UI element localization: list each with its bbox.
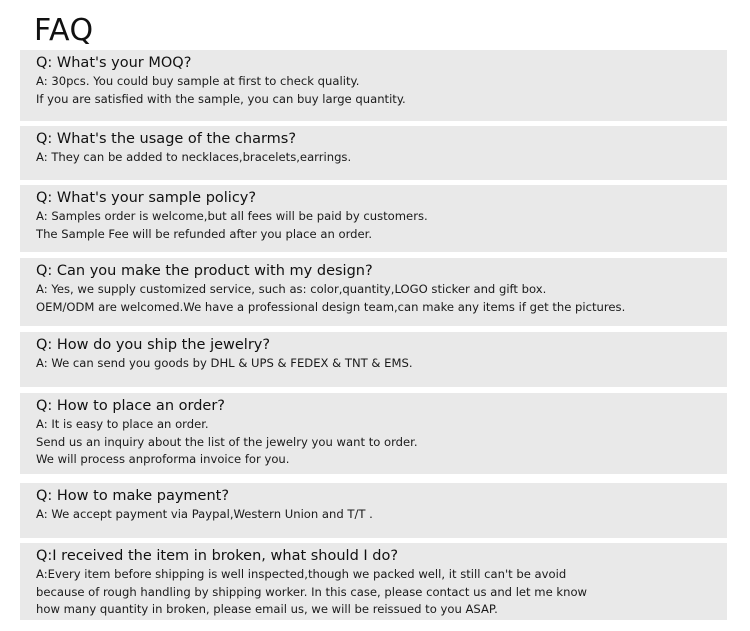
faq-answer-line: A: Yes, we supply customized service, such as: color,quantity,LOGO sticker and gift box. [36, 282, 547, 296]
faq-answer-line: A: Samples order is welcome,but all fees will be paid by customers. [36, 209, 428, 223]
faq-item-place-order [20, 393, 727, 474]
faq-item-moq [20, 50, 727, 121]
faq-question: Q: What's your sample policy? [36, 190, 257, 206]
faq-question: Q: How to place an order? [36, 398, 225, 414]
faq-item-sample-policy [20, 185, 727, 252]
faq-question: Q: What's the usage of the charms? [36, 131, 297, 147]
faq-answer-line: A: It is easy to place an order. [36, 417, 209, 431]
faq-item-broken-item [20, 543, 727, 620]
page-title: FAQ [34, 13, 94, 48]
faq-answer-line: A: 30pcs. You could buy sample at first to check quality. [36, 74, 360, 88]
faq-answer-line: OEM/ODM are welcomed.We have a professional design team,can make any items if get the pictures. [36, 299, 626, 314]
faq-question: Q: How to make payment? [36, 488, 230, 504]
faq-question: Q:I received the item in broken, what should I do? [36, 548, 399, 564]
faq-answer-line: The Sample Fee will be refunded after you place an order. [36, 226, 373, 241]
faq-item-custom-design [20, 258, 727, 326]
faq-item-charm-usage [20, 126, 727, 180]
faq-answer-line: A:Every item before shipping is well inspected,though we packed well, it still can't be avoid [36, 567, 567, 581]
faq-answer-line: because of rough handling by shipping worker. In this case, please contact us and let me know [36, 584, 588, 599]
faq-question: Q: Can you make the product with my design? [36, 263, 373, 279]
faq-question: Q: How do you ship the jewelry? [36, 337, 271, 353]
faq-item-shipping [20, 332, 727, 387]
faq-answer-line: Send us an inquiry about the list of the jewelry you want to order. [36, 434, 418, 449]
faq-answer-line: A: They can be added to necklaces,bracelets,earrings. [36, 150, 352, 164]
faq-answer-line: We will process anproforma invoice for you. [36, 452, 290, 466]
faq-answer-line: If you are satisfied with the sample, you can buy large quantity. [36, 91, 406, 106]
faq-item-payment [20, 483, 727, 538]
faq-question: Q: What's your MOQ? [36, 55, 192, 71]
faq-answer-line: how many quantity in broken, please email us, we will be reissued to you ASAP. [36, 602, 498, 616]
faq-answer-line: A: We can send you goods by DHL & UPS & FEDEX & TNT & EMS. [36, 356, 413, 370]
faq-answer-line: A: We accept payment via Paypal,Western Union and T/T . [36, 507, 373, 521]
